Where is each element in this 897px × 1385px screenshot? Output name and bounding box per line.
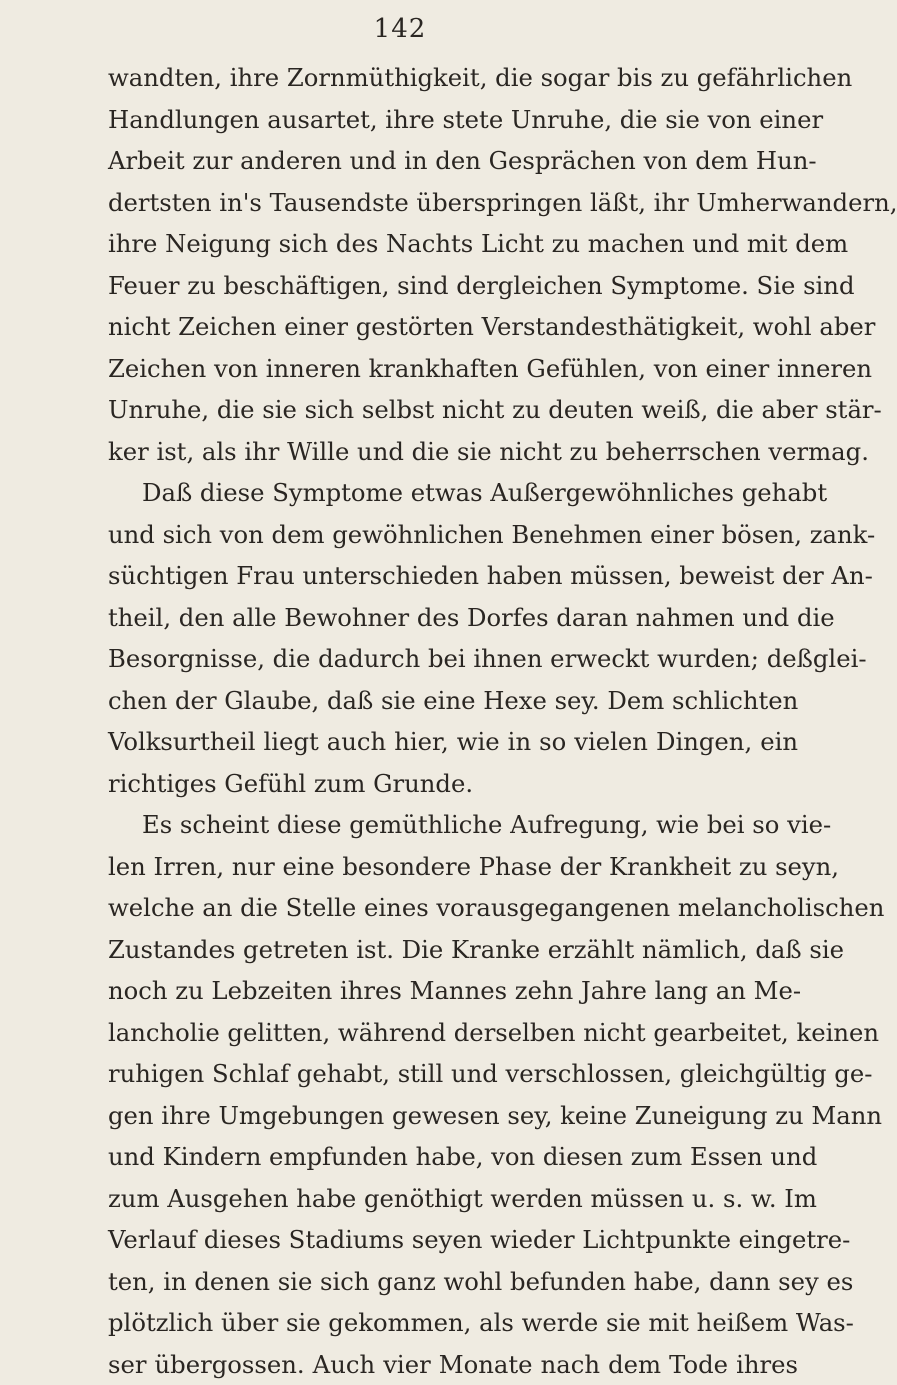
- text-line: Feuer zu beschäftigen, sind dergleichen Symptome. Sie sind: [108, 265, 798, 307]
- text-line: Volksurtheil liegt auch hier, wie in so vielen Dingen, ein: [108, 721, 798, 763]
- text-line: und sich von dem gewöhnlichen Benehmen einer bösen, zank-: [108, 514, 798, 556]
- text-line: lancholie gelitten, während derselben nicht gearbeitet, keinen: [108, 1012, 798, 1054]
- text-line: Verlauf dieses Stadiums seyen wieder Lichtpunkte eingetre-: [108, 1219, 798, 1261]
- text-line: noch zu Lebzeiten ihres Mannes zehn Jahre lang an Me-: [108, 970, 798, 1012]
- text-line: plötzlich über sie gekommen, als werde sie mit heißem Was-: [108, 1302, 798, 1344]
- text-line: dertsten in's Tausendste überspringen läßt, ihr Umherwandern,: [108, 182, 798, 224]
- text-line: Daß diese Symptome etwas Außergewöhnliches gehabt: [108, 472, 798, 514]
- text-line: ser übergossen. Auch vier Monate nach dem Tode ihres: [108, 1344, 798, 1385]
- text-line: ruhigen Schlaf gehabt, still und verschlossen, gleichgültig ge-: [108, 1053, 798, 1095]
- text-line: süchtigen Frau unterschieden haben müssen, beweist der An-: [108, 555, 798, 597]
- text-line: richtiges Gefühl zum Grunde.: [108, 763, 798, 805]
- text-line: Zustandes getreten ist. Die Kranke erzählt nämlich, daß sie: [108, 929, 798, 971]
- text-line: theil, den alle Bewohner des Dorfes daran nahmen und die: [108, 597, 798, 639]
- text-line: chen der Glaube, daß sie eine Hexe sey. Dem schlichten: [108, 680, 798, 722]
- text-line: ihre Neigung sich des Nachts Licht zu machen und mit dem: [108, 223, 798, 265]
- text-line: ker ist, als ihr Wille und die sie nicht zu beherrschen vermag.: [108, 431, 798, 473]
- text-line: wandten, ihre Zornmüthigkeit, die sogar bis zu gefährlichen: [108, 57, 798, 99]
- text-line: len Irren, nur eine besondere Phase der Krankheit zu seyn,: [108, 846, 798, 888]
- text-line: Es scheint diese gemüthliche Aufregung, wie bei so vie-: [108, 804, 798, 846]
- text-line: ten, in denen sie sich ganz wohl befunden habe, dann sey es: [108, 1261, 798, 1303]
- text-line: nicht Zeichen einer gestörten Verstandesthätigkeit, wohl aber: [108, 306, 798, 348]
- text-line: Arbeit zur anderen und in den Gesprächen von dem Hun-: [108, 140, 798, 182]
- body-text: [108, 57, 798, 1385]
- text-line: Besorgnisse, die dadurch bei ihnen erweckt wurden; deßglei-: [108, 638, 798, 680]
- text-line: Unruhe, die sie sich selbst nicht zu deuten weiß, die aber stär-: [108, 389, 798, 431]
- text-line: Zeichen von inneren krankhaften Gefühlen, von einer inneren: [108, 348, 798, 390]
- text-line: zum Ausgehen habe genöthigt werden müssen u. s. w. Im: [108, 1178, 798, 1220]
- text-line: gen ihre Umgebungen gewesen sey, keine Zuneigung zu Mann: [108, 1095, 798, 1137]
- page-number: 142: [0, 14, 800, 44]
- text-line: Handlungen ausartet, ihre stete Unruhe, die sie von einer: [108, 99, 798, 141]
- text-line: und Kindern empfunden habe, von diesen zum Essen und: [108, 1136, 798, 1178]
- text-line: welche an die Stelle eines vorausgegangenen melancholischen: [108, 887, 798, 929]
